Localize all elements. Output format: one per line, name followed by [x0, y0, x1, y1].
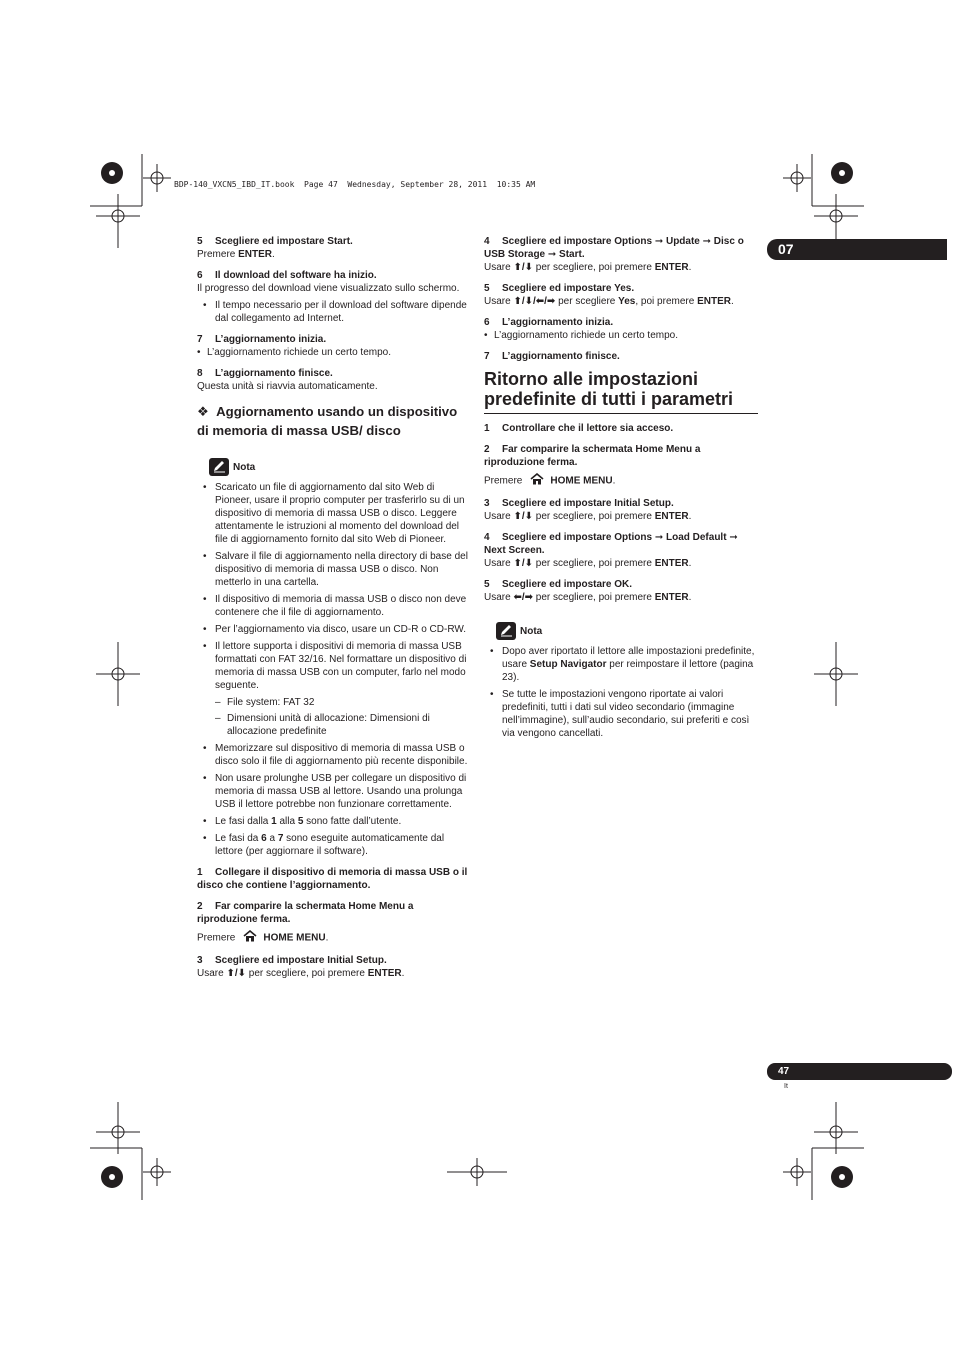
- step-body: Il progresso del download viene visualizzato sullo schermo.: [197, 283, 460, 294]
- starburst-mark-tr: [831, 162, 853, 184]
- pencil-note-icon: [209, 458, 229, 476]
- notes-list: [484, 645, 758, 740]
- step-body: Questa unità si riavvia automaticamente.: [197, 381, 378, 392]
- step-body: Usare ⬆/⬇ per scegliere, poi premere ENTER.: [484, 511, 692, 522]
- step-title: 3 Scegliere ed impostare Initial Setup.: [484, 498, 674, 509]
- language-code: It: [784, 1083, 788, 1090]
- notes-list: [197, 742, 470, 858]
- step-title: 2 Far comparire la schermata Home Menu a riproduzione ferma.: [197, 901, 414, 925]
- list-item: • Le fasi da 6 a 7 sono eseguite automaticamente dal lettore (per aggiornare il software).: [197, 832, 470, 858]
- list-item: • Non usare prolunghe USB per collegare un dispositivo di memoria di massa USB al lettore. Usando una prolunga USB il lettore potrebbe non funzionare correttamente.: [197, 772, 470, 811]
- step-title: 1 Controllare che il lettore sia acceso.: [484, 423, 674, 434]
- starburst-mark-br: [831, 1166, 853, 1188]
- list-item: – File system: FAT 32: [215, 696, 470, 709]
- list-item: • Dopo aver riportato il lettore alle impostazioni predefinite, usare Setup Navigator per reimpostare il lettore (pagina 23).: [484, 645, 758, 684]
- chapter-number: 07: [778, 241, 794, 257]
- list-item: • Per l’aggiornamento via disco, usare un CD-R o CD-RW.: [197, 623, 470, 636]
- list-item: – Dimensioni unità di allocazione: Dimensioni di allocazione predefinite: [215, 712, 470, 738]
- step-title: 3 Scegliere ed impostare Initial Setup.: [197, 955, 387, 966]
- arrow-keys-icon: ⬆/⬇: [513, 558, 533, 569]
- step-body: Usare ⬆/⬇/⬅/➡ per scegliere Yes, poi premere ENTER.: [484, 296, 734, 307]
- list-item: • Se tutte le impostazioni vengono riportate ai valori predefiniti, tutti i dati sul video secondario (immagine nell’immagine), sull’audio secondario, sui preferiti e così via vengono cancellati.: [484, 688, 758, 740]
- pencil-note-icon: [496, 622, 516, 640]
- step-body: Premere HOME MENU.: [484, 473, 758, 489]
- list-item: • Il dispositivo di memoria di massa USB o disco non deve contenere che il file di aggiornamento.: [197, 593, 470, 619]
- step-body: Premere HOME MENU.: [197, 930, 470, 946]
- arrow-keys-icon: ⬆/⬇: [513, 262, 533, 273]
- chapter-tab: [767, 239, 947, 260]
- dash-list: [215, 696, 470, 738]
- step-body: Usare ⬆/⬇ per scegliere, poi premere ENTER.: [484, 262, 692, 273]
- arrow-keys-icon: ⬆/⬇: [226, 968, 246, 979]
- book-header-line: BDP-140_VXCN5_IBD_IT.book Page 47 Wednesday, September 28, 2011 10:35 AM: [174, 180, 536, 189]
- list-item: • Scaricato un file di aggiornamento dal sito Web di Pioneer, usare il proprio computer per trasferirlo su di un dispositivo di memoria di massa USB o disco. Leggere attentamente le istruzioni al momento del download del file di aggiornamento fornito dal sito Web di Pioneer.: [197, 481, 470, 546]
- nota-header: Nota: [496, 622, 758, 640]
- home-icon: [530, 473, 544, 489]
- step-title: 7 L’aggiornamento inizia.: [197, 334, 327, 345]
- step-body: Usare ⬅/➡ per scegliere, poi premere ENTER.: [484, 592, 692, 603]
- step-title: 7 L’aggiornamento finisce.: [484, 351, 620, 362]
- section-title: Ritorno alle impostazioni predefinite di tutti i parametri: [484, 369, 758, 414]
- left-column: [197, 235, 470, 980]
- step-title: 5 Scegliere ed impostare Start.: [197, 236, 353, 247]
- notes-list: [197, 481, 470, 692]
- step-body: Usare ⬆/⬇ per scegliere, poi premere ENTER.: [484, 558, 692, 569]
- starburst-mark-tl: [101, 162, 123, 184]
- starburst-mark-bl: [101, 1166, 123, 1188]
- home-icon: [243, 930, 257, 946]
- step-title: 4 Scegliere ed impostare Options ➞ Update ➞ Disc o USB Storage ➞ Start.: [484, 236, 744, 260]
- step-title: 1 Collegare il dispositivo di memoria di massa USB o il disco che contiene l’aggiornamento.: [197, 867, 468, 891]
- section-heading: ❖ Aggiornamento usando un dispositivo di memoria di massa USB/ disco: [197, 404, 458, 438]
- arrow-keys-icon: ⬅/➡: [513, 592, 533, 603]
- list-item: • Il lettore supporta i dispositivi di memoria di massa USB formattati con FAT 32/16. Nel formattare un dispositivo di memoria di massa USB con un computer, farlo nel modo seguente.: [197, 640, 470, 692]
- step-title: 5 Scegliere ed impostare OK.: [484, 579, 633, 590]
- diamond-icon: ❖: [197, 404, 209, 419]
- step-title: 6 L’aggiornamento inizia.: [484, 317, 614, 328]
- list-item: • Salvare il file di aggiornamento nella directory di base del dispositivo di memoria di massa USB o disco. Non metterlo in una cartella.: [197, 550, 470, 589]
- right-column: [484, 235, 758, 744]
- step-body: Premere ENTER.: [197, 249, 275, 260]
- step-title: 8 L’aggiornamento finisce.: [197, 368, 333, 379]
- list-item: • L’aggiornamento richiede un certo tempo.: [484, 329, 758, 342]
- arrow-keys-icon: ⬆/⬇/⬅/➡: [513, 296, 556, 307]
- nota-header: Nota: [209, 458, 470, 476]
- page-number-tab: [767, 1063, 952, 1080]
- bullet-list: [197, 299, 470, 325]
- list-item: • Memorizzare sul dispositivo di memoria di massa USB o disco solo il file di aggiornamento più recente disponibile.: [197, 742, 470, 768]
- list-item: • Le fasi dalla 1 alla 5 sono fatte dall’utente.: [197, 815, 470, 828]
- step-title: 2 Far comparire la schermata Home Menu a riproduzione ferma.: [484, 444, 701, 468]
- bullet-list: [197, 346, 470, 359]
- arrow-keys-icon: ⬆/⬇: [513, 511, 533, 522]
- page-number: 47: [778, 1066, 790, 1077]
- step-title: 4 Scegliere ed impostare Options ➞ Load Default ➞ Next Screen.: [484, 532, 738, 556]
- step-title: 5 Scegliere ed impostare Yes.: [484, 283, 635, 294]
- step-title: 6 Il download del software ha inizio.: [197, 270, 377, 281]
- list-item: • Il tempo necessario per il download del software dipende dal collegamento ad Internet.: [197, 299, 470, 325]
- list-item: • L’aggiornamento richiede un certo tempo.: [197, 346, 470, 359]
- bullet-list: [484, 329, 758, 342]
- step-body: Usare ⬆/⬇ per scegliere, poi premere ENTER.: [197, 968, 405, 979]
